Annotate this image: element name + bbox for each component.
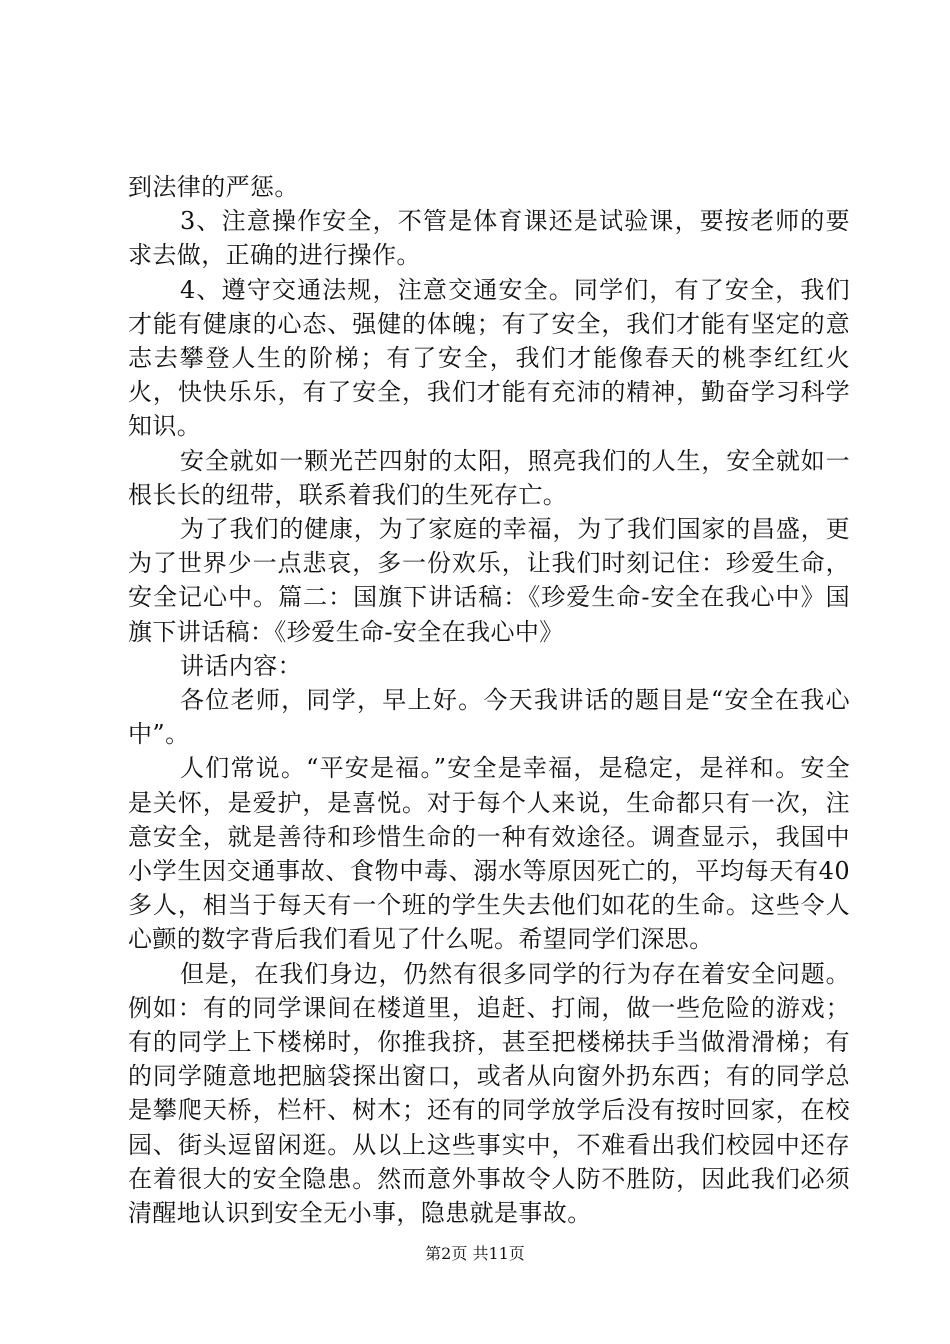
paragraph-9: 但是，在我们身边，仍然有很多同学的行为存在着安全问题。例如：有的同学课间在楼道里，追赶、打闹，做一些危险的游戏；有的同学上下楼梯时，你推我挤，甚至把楼梯扶手当做滑滑梯；有的同学随意地把脑袋探出窗口，或者从向窗外扔东西；有的同学总是攀爬天桥，栏杆、树木；还有的同学放学后没有按时回家，在校园、街头逗留闲逛。从以上这些事实中，不难看出我们校园中还存在着很大的安全隐患。然而意外事故令人防不胜防，因此我们必须清醒地认识到安全无小事，隐患就是事故。 <box>128 959 850 1228</box>
paragraph-1: 到法律的严惩。 <box>128 173 299 201</box>
paragraph-7: 各位老师，同学，早上好。今天我讲话的题目是“安全在我心中”。 <box>128 686 850 749</box>
paragraph-8: 人们常说。“平安是福。”安全是幸福，是稳定，是祥和。安全是关怀，是爱护，是喜悦。对于每个人来说，生命都只有一次，注意安全，就是善待和珍惜生命的一种有效途径。调查显示，我国中小学生因交通事故、食物中毒、溺水等原因死亡的，平均每天有40多人，相当于每天有一个班的学生失去他们如花的生命。这些令人心颤的数字背后我们看见了什么呢。希望同学们深思。 <box>128 754 850 954</box>
paragraph-3: 4、遵守交通法规，注意交通安全。同学们，有了安全，我们才能有健康的心态、强健的体魄；有了安全，我们才能有坚定的意志去攀登人生的阶梯；有了安全，我们才能像春天的桃李红红火火，快快乐乐，有了安全，我们才能有充沛的精神，勤奋学习科学知识。 <box>128 275 850 441</box>
paragraph-6: 讲话内容： <box>180 651 302 680</box>
paragraph-2: 3、注意操作安全，不管是体育课还是试验课，要按老师的要求去做，正确的进行操作。 <box>128 207 850 270</box>
document-body <box>128 170 850 1230</box>
paragraph-5: 为了我们的健康，为了家庭的幸福，为了我们国家的昌盛，更为了世界少一点悲哀，多一份欢乐，让我们时刻记住：珍爱生命，安全记心中。篇二：国旗下讲话稿：《珍爱生命-安全在我心中》国旗下讲话稿：《珍爱生命-安全在我心中》 <box>128 515 850 646</box>
paragraph-4: 安全就如一颗光芒四射的太阳，照亮我们的人生，安全就如一根长长的纽带，联系着我们的生死存亡。 <box>128 446 850 509</box>
page-number-footer: 第2页 共11页 <box>425 1244 525 1263</box>
